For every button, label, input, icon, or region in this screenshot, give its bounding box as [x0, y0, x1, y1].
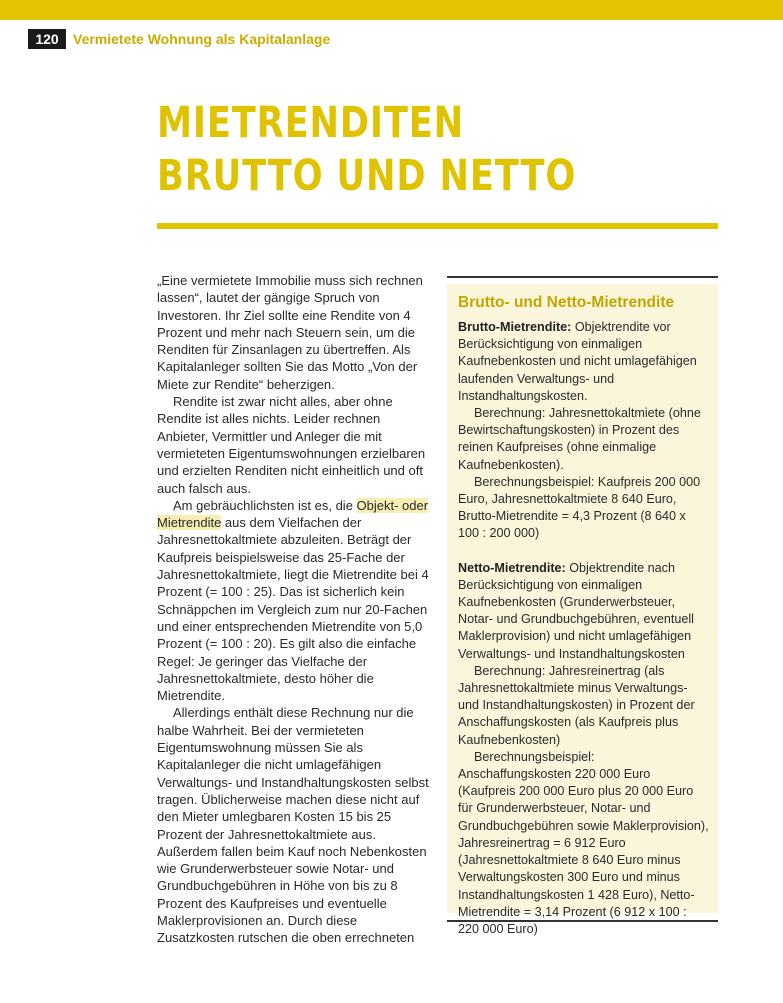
main-text-column	[157, 272, 432, 947]
body-paragraph-2: Rendite ist zwar nicht alles, aber ohne Rendite ist alles nichts. Leider rechnen Anbieter, Vermittler und Anleger die mit vermieteten Eigentumswohnungen erzielbaren und erzielten Renditen nicht einheitlich und oft auch falsch aus.	[157, 394, 426, 496]
running-title: Vermietete Wohnung als Kapitalanlage	[73, 31, 331, 47]
brutto-calculation: Berechnung: Jahresnettokaltmiete (ohne Bewirtschaftungskosten) in Prozent des reinen Kaufpreises (ohne einmalige Kaufnebenkosten).	[458, 406, 701, 472]
netto-example: Berechnungsbeispiel: Anschaffungskosten 220 000 Euro (Kaufpreis 200 000 Euro plus 20 000 Euro für Grunderwerbsteuer, Notar- und Grundbuchgebühren sowie Maklerprovision), Jahresreinertrag = 6 912 Euro (Jahresnettokaltmiete 8 640 Euro minus Verwaltungskosten 300 Euro und minus Instandhaltungskosten 1 428 Euro), Netto-Mietrendite = 3,14 Prozent (6 912 x 100 : 220 000 Euro)	[458, 749, 709, 936]
netto-definition	[458, 560, 710, 663]
sidebar-content	[458, 293, 710, 938]
body-paragraph-3-end: aus dem Vielfachen der Jahresnettokaltmiete abzuleiten. Beträgt der Kaufpreis beispielsweise das 25-Fache der Jahresnettokaltmiete, liegt die Mietrendite bei 4 Prozent (= 100 : 25). Das ist sicherlich kein Schnäppchen im Vergleich zum nur 20-Fachen und einer entsprechenden Mietrendite von 5,0 Prozent (= 100 : 20). Es gilt also die einfache Regel: Je geringer das Vielfache der Jahresnettokaltmiete, desto höher die Mietrendite.	[157, 515, 429, 704]
brutto-definition	[458, 319, 710, 405]
top-color-band	[0, 0, 783, 20]
body-paragraph-1: „Eine vermietete Immobilie muss sich rechnen lassen“, lautet der gängige Spruch von Investoren. Ihr Ziel sollte eine Rendite von 4 Prozent und mehr nach Steuern sein, um die Renditen für Zinsanlagen zu übertreffen. Als Kapitalanleger sollten Sie das Motto „Von der Miete zur Rendite“ beherzigen.	[157, 273, 423, 392]
brutto-example: Berechnungsbeispiel: Kaufpreis 200 000 Euro, Jahresnettokaltmiete 8 640 Euro, Brutto-Mietrendite = 4,3 Prozent (8 640 x 100 : 200 000)	[458, 474, 701, 541]
netto-term: Netto-Mietrendite:	[458, 560, 566, 575]
brutto-term: Brutto-Mietrendite:	[458, 320, 572, 334]
title-line-1: MIETRENDITEN	[157, 98, 464, 148]
body-paragraph-4: Allerdings enthält diese Rechnung nur die halbe Wahrheit. Bei der vermieteten Eigentumswohnung müssen Sie als Kapitalanleger die nicht umlagefähigen Verwaltungs- und Instandhaltungskosten selbst tragen. Üblicherweise machen diese nicht auf den Mieter umlegbaren Kosten 15 bis 25 Prozent der Jahresnettokaltmiete aus. Außerdem fallen beim Kauf noch Nebenkosten wie Grunderwerbsteuer sowie Notar- und Grundbuchgebühren in Höhe von bis zu 8 Prozent des Kaufpreises und eventuelle Maklerprovisionen an. Durch diese Zusatzkosten rutschen die oben errechneten	[157, 705, 429, 946]
page-title	[157, 97, 576, 203]
netto-calculation: Berechnung: Jahresreinertrag (als Jahresnettokaltmiete minus Verwaltungs- und Instandhaltungskosten) in Prozent der Anschaffungskosten (als Kaufpreis plus Kaufnebenkosten)	[458, 663, 695, 747]
page-number: 120	[28, 29, 66, 49]
title-line-2: BRUTTO UND NETTO	[157, 151, 577, 201]
sidebar-top-rule	[447, 276, 718, 278]
netto-definition-text: Objektrendite nach Berücksichtigung von einmaligen Kaufnebenkosten (Grunderwerbsteuer, Notar- und Grundbuchgebühren, eventuell Maklerprovision) und nicht umlagefähigen Verwaltungs- und Instandhaltungskosten	[458, 560, 694, 661]
title-underline	[157, 223, 718, 229]
highlighted-term: Objekt- oder Mietrendite	[157, 497, 429, 531]
brutto-definition-text: Objektrendite vor Berücksichtigung von einmaligen Kaufnebenkosten und nicht umlagefähigen laufenden Verwaltungs- und Instandhaltungskosten.	[458, 320, 697, 403]
body-paragraph-3-start: Am gebräuchlichsten ist es, die	[173, 497, 357, 513]
sidebar-title: Brutto- und Netto-Mietrendite	[458, 294, 675, 311]
body-paragraph-3	[157, 497, 432, 705]
